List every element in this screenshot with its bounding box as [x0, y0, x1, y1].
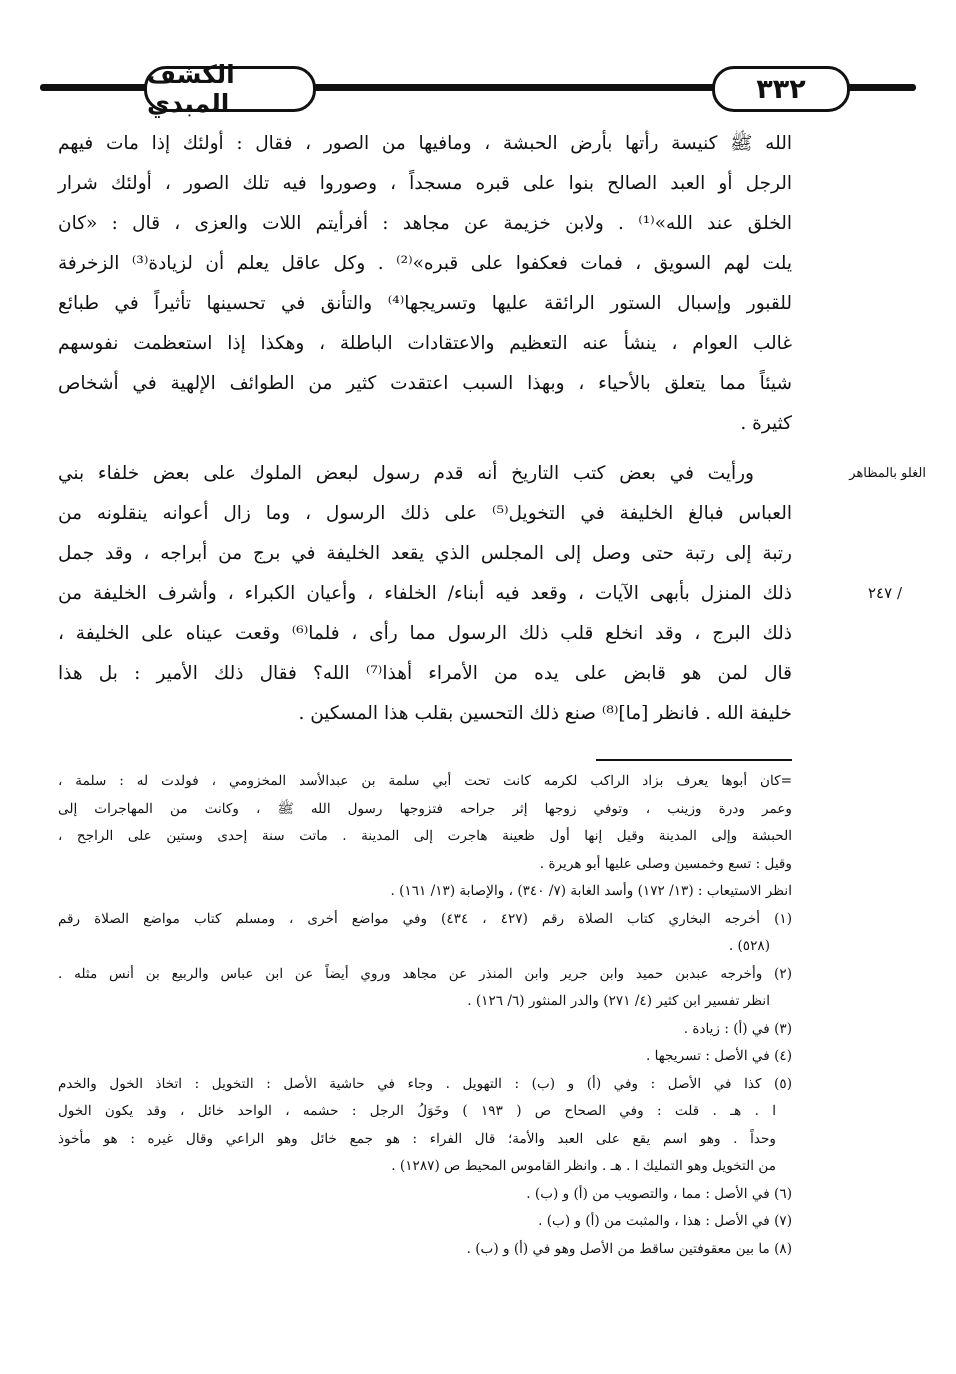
text-line: العباس فبالغ الخليفة في التخويل⁽⁵⁾ على ذلك الرسول ، وما زال أعوانه ينقلونه من	[58, 503, 792, 524]
footnote-8: (٨) ما بين معقوفتين ساقط من الأصل وهو في (أ) و (ب) .	[466, 1240, 792, 1257]
footnote-line: انظر تفسير ابن كثير (٤/ ٢٧١) والدر المنثور (٦/ ١٢٦) .	[467, 993, 770, 1009]
text-line: ذلك البرج ، وقد انخلع قلب ذلك الرسول مما رأى ، فلما⁽⁶⁾ وقعت عيناه على الخليفة ،	[58, 623, 792, 644]
footnote-3: (٣) في (أ) : زيادة .	[683, 1020, 792, 1037]
header-rule-middle	[302, 84, 720, 91]
text-line: ذلك المنزل بأبهى الآيات ، وقعد فيه أبناء/ الخلفاء ، وأعيان الكبراء ، وأشرف الخليفة من	[58, 583, 792, 604]
footnote-1: (١) أخرجه البخاري كتاب الصلاة رقم (٤٢٧ ، ٤٣٤) وفي مواضع أخرى ، ومسلم كتاب مواضع الصلاة رقم	[58, 910, 792, 927]
footnote-line: من التخويل وهو التمليك ا . هـ . وانظر القاموس المحيط ص (١٢٨٧) .	[391, 1158, 776, 1174]
text-line: خليفة الله . فانظر [ما]⁽⁸⁾ صنع ذلك التحسين بقلب هذا المسكين .	[298, 703, 792, 724]
footnote-5: (٥) كذا في الأصل : وفي (أ) و (ب) : التهويل . وجاء في حاشية الأصل : التخويل : اتخاذ الخول والخدم	[58, 1075, 792, 1092]
footnote-line: (٥٢٨) .	[728, 938, 770, 954]
page-header	[40, 60, 916, 118]
paragraph-1	[58, 124, 792, 444]
text-line: الله ﷺ كنيسة رأتها بأرض الحبشة ، ومافيها من الصور ، فقال : أولئك إذا مات فيهم	[58, 133, 792, 154]
footnotes	[58, 768, 792, 1263]
footnote-6: (٦) في الأصل : مما ، والتصويب من (أ) و (ب) .	[526, 1185, 792, 1202]
footnote-2: (٢) وأخرجه عبدبن حميد وابن جرير وابن المنذر عن مجاهد وروي أيضاً عن ابن عباس والربيع بن أنس مثله .	[58, 965, 792, 982]
footnote-line: وحداً . وهو اسم يقع على العبد والأمة؛ قال الفراء : هو جمع خائل وهو الراعي وقال غيره : هو مأخوذ	[58, 1130, 776, 1147]
page-number-frame	[712, 66, 850, 112]
footnote-line: =كان أبوها يعرف بزاد الراكب لكرمه كانت تحت أبي سلمة بن عبدالأسد المخزومي ، فولدت له : سلمة ،	[58, 773, 792, 789]
header-rule-left	[40, 84, 152, 91]
footnote-line: الحبشة وإلى المدينة وقيل إنها أول ظعينة هاجرت إلى المدينة . ماتت سنة إحدى وستين على الراجح ،	[58, 828, 792, 844]
footnote-separator	[596, 759, 792, 761]
footnote-7: (٧) في الأصل : هذا ، والمثبت من (أ) و (ب) .	[538, 1213, 792, 1229]
margin-page-reference: / ٢٤٧	[868, 584, 902, 602]
paragraph-2	[58, 454, 792, 734]
main-text	[58, 124, 792, 734]
footnote-4: (٤) في الأصل : تسريجها .	[645, 1048, 792, 1064]
page-number: ٣٣٢	[756, 73, 806, 105]
text-line: للقبور وإسبال الستور الرائقة عليها وتسريجها⁽⁴⁾ والتأنق في تحسينها تأثيراً في طبائع	[58, 293, 792, 314]
footnote-line: انظر الاستيعاب : (١٣/ ١٧٢) وأسد الغابة (٧/ ٣٤٠) ، والإصابة (١٣/ ١٦١) .	[390, 883, 792, 899]
text-line: كثيرة .	[740, 413, 792, 434]
text-line: يلت لهم السويق ، فمات فعكفوا على قبره»⁽²⁾ . وكل عاقل يعلم أن لزيادة⁽³⁾ الزخرفة	[58, 253, 792, 274]
footnote-line: وعمر ودرة وزينب ، وتوفي زوجها إثر جراحه فتزوجها رسول الله ﷺ ، وكانت من المهاجرات إلى	[58, 800, 792, 817]
text-line: غالب العوام ، ينشأ عنه التعظيم والاعتقادات الباطلة ، وهكذا إذا استعظمت نفوسهم	[58, 333, 792, 354]
book-title: الكشف المبدي	[147, 60, 235, 118]
footnote-line: ا . هـ . قلت : وفي الصحاح ص ( ١٩٣ ) وخَوَلُ الرجل : حشمه ، الواحد خائل ، وقد يكون الخول	[58, 1103, 776, 1119]
margin-heading: الغلو بالمظاهر	[849, 466, 926, 481]
text-line: رتبة إلى رتبة حتى وصل إلى المجلس الذي يقعد الخليفة في برج من أبراجه ، وقد جمل	[58, 543, 792, 564]
text-line: شيئاً مما يتعلق بالأحياء ، وبهذا السبب اعتقدت كثير من الطوائف الإلهية في أشخاص	[58, 373, 792, 394]
text-line: الرجل أو العبد الصالح بنوا على قبره مسجداً ، وصوروا فيه تلك الصور ، أولئك شرار	[58, 173, 792, 194]
text-line: ورأيت في بعض كتب التاريخ أنه قدم رسول لبعض الملوك على بعض خلفاء بني	[58, 463, 754, 484]
text-line: قال لمن هو قابض على يده من الأمراء أهذا⁽⁷⁾ الله؟ فقال ذلك الأمير : بل هذا	[58, 663, 792, 684]
book-title-frame	[144, 60, 316, 118]
text-line: الخلق عند الله»⁽¹⁾ . ولابن خزيمة عن مجاهد : أفرأيتم اللات والعزى ، قال : «كان	[58, 213, 792, 234]
footnote-line: وقيل : تسع وخمسين وصلى عليها أبو هريرة .	[539, 855, 792, 872]
